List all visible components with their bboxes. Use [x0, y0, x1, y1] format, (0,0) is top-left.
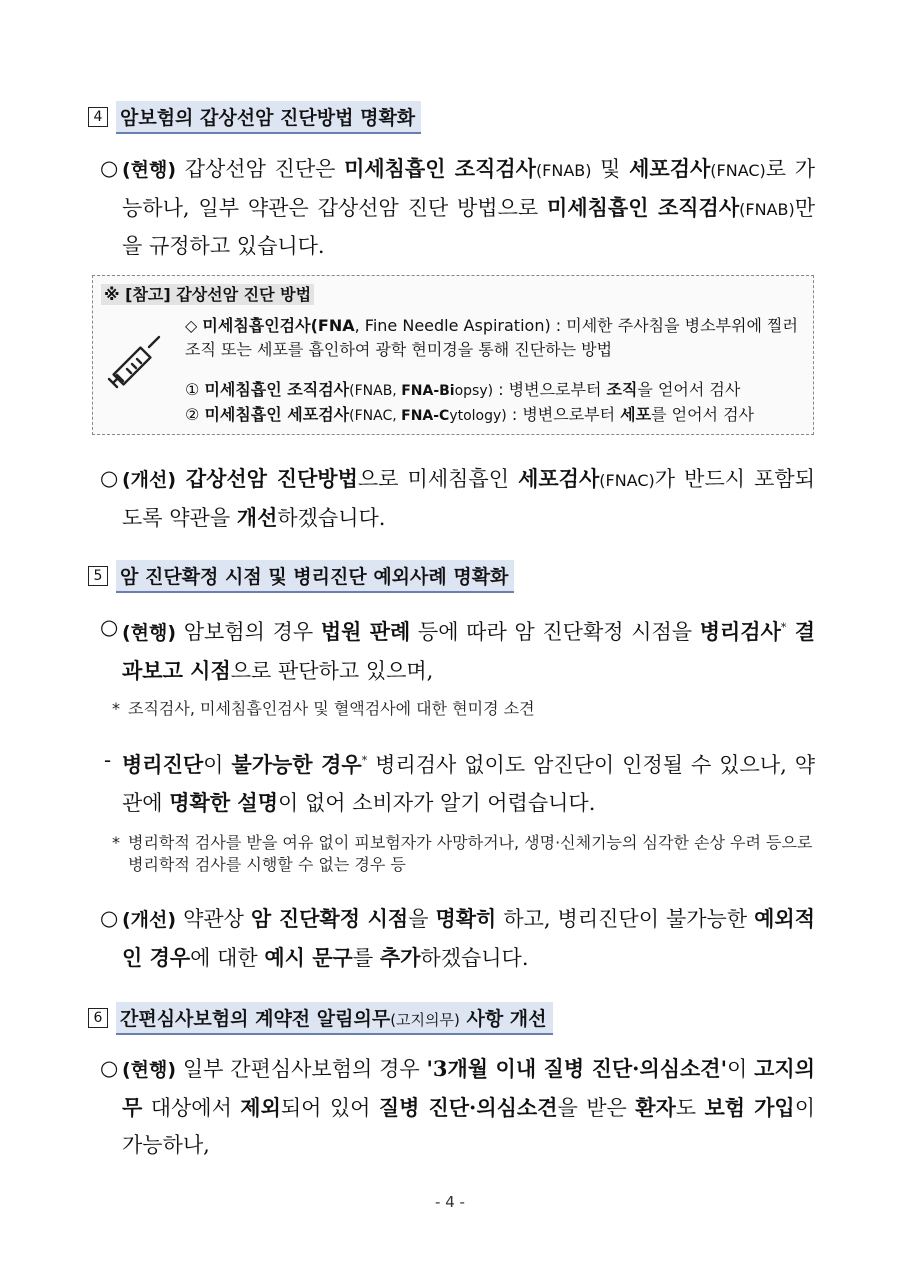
reference-definition: ◇ 미세침흡인검사(FNA, Fine Needle Aspiration) : 미세한 주사침을 병소부위에 찔러 조직 또는 세포를 흡인하여 광학 현미경을 통해 진단하는 방법: [185, 316, 798, 359]
section-title: 암보험의 갑상선암 진단방법 명확화: [116, 101, 421, 134]
section-title: 간편심사보험의 계약전 알림의무(고지의무) 사항 개선: [116, 1002, 553, 1035]
footnote-exception: * 병리학적 검사를 받을 여유 없이 피보험자가 사망하거나, 생명·신체기능의 심각한 손상 우려 등으로 병리학적 검사를 시행할 수 없는 경우 등: [112, 833, 813, 874]
section-number: 6: [88, 1008, 108, 1028]
section-4-current-bullet: ○ (현행) 갑상선암 진단은 미세침흡인 조직검사(FNAB) 및 세포검사(FNAC)로 가능하나, 일부 약관은 갑상선암 진단 방법으로 미세침흡인 조직검사(FNAB)만을 규정하고 있습니다.: [100, 156, 816, 258]
footnote-pathology: * 조직검사, 미세침흡인검사 및 혈액검사에 대한 현미경 소견: [112, 699, 535, 718]
reference-item-fnac: ② 미세침흡인 세포검사(FNAC, FNA-Cytology) : 병변으로부터 세포를 얻어서 검사: [185, 405, 754, 424]
reference-item-fnab: ① 미세침흡인 조직검사(FNAB, FNA-Biopsy) : 병변으로부터 조직을 얻어서 검사: [185, 380, 741, 399]
section-5-improve-bullet: ○ (개선) 약관상 암 진단확정 시점을 명확히 하고, 병리진단이 불가능한 예외적인 경우에 대한 예시 문구를 추가하겠습니다.: [100, 906, 815, 970]
reference-title: ※ [참고] 갑상선암 진단 방법: [101, 282, 314, 305]
section-4-heading: [88, 102, 421, 132]
section-5-current-bullet: ○ (현행) 암보험의 경우 법원 판례 등에 따라 암 진단확정 시점을 병리검사* 결과보고 시점으로 판단하고 있으며,: [100, 615, 815, 683]
reference-box: [92, 275, 814, 435]
section-6-current-bullet: ○ (현행) 일부 간편심사보험의 경우 '3개월 이내 질병 진단·의심소견'이 고지의무 대상에서 제외되어 있어 질병 진단·의심소견을 받은 환자도 보험 가입이 가능하나,: [100, 1056, 815, 1157]
syringe-icon: [105, 331, 167, 403]
page-number: - 4 -: [435, 1193, 465, 1211]
section-5-heading: [88, 561, 514, 591]
section-5-dash-bullet: - 병리진단이 불가능한 경우* 병리검사 없이도 암진단이 인정될 수 있으나, 약관에 명확한 설명이 없어 소비자가 알기 어렵습니다.: [104, 748, 815, 815]
section-title: 암 진단확정 시점 및 병리진단 예외사례 명확화: [116, 560, 514, 593]
section-number: 4: [88, 107, 108, 127]
section-4-improve-bullet: ○ (개선) 갑상선암 진단방법으로 미세침흡인 세포검사(FNAC)가 반드시 포함되도록 약관을 개선하겠습니다.: [100, 466, 815, 530]
section-number: 5: [88, 566, 108, 586]
section-6-heading: [88, 1003, 553, 1033]
